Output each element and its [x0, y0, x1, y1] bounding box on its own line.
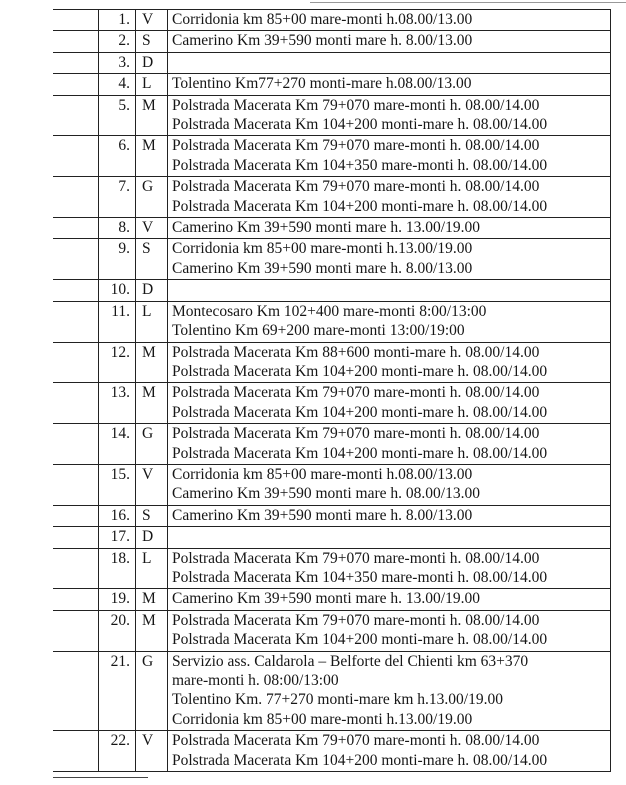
entry-line: Polstrada Macerata Km 104+200 monti-mare h. 08.00/14.00 — [172, 197, 548, 215]
weekday-letter: D — [136, 527, 168, 548]
table-row — [53, 136, 611, 177]
weekday-letter: M — [136, 342, 168, 383]
entry-line: Servizio ass. Caldarola – Belforte del Chienti km 63+370 — [172, 652, 529, 670]
table-row — [53, 74, 611, 95]
margin-cell — [53, 31, 99, 52]
entry-line: Montecosaro Km 102+400 mare-monti 8:00/13:00 — [172, 302, 487, 320]
entry-line: Polstrada Macerata Km 79+070 mare-monti h. 08.00/14.00 — [172, 178, 540, 196]
weekday-letter: V — [136, 10, 168, 31]
table-row — [53, 505, 611, 526]
table-row — [53, 589, 611, 610]
weekday-letter: D — [136, 280, 168, 301]
schedule-entry — [168, 280, 611, 301]
table-row — [53, 177, 611, 218]
schedule-entry — [168, 424, 611, 465]
schedule-entry — [168, 239, 611, 280]
entry-line: Polstrada Macerata Km 79+070 mare-monti h. 08.00/14.00 — [172, 549, 540, 567]
entry-line: Polstrada Macerata Km 79+070 mare-monti h. 08.00/14.00 — [172, 425, 540, 443]
day-number: 22. — [99, 731, 136, 772]
schedule-rows — [53, 10, 611, 772]
entry-line: Camerino Km 39+590 monti mare h. 8.00/13.00 — [172, 259, 473, 277]
day-number: 4. — [99, 74, 136, 95]
schedule-entry — [168, 301, 611, 342]
entry-line: Corridonia km 85+00 mare-monti h.13.00/19.00 — [172, 710, 473, 728]
weekday-letter: G — [136, 177, 168, 218]
entry-line: Corridonia km 85+00 mare-monti h.08.00/13.00 — [172, 465, 473, 483]
schedule-entry — [168, 31, 611, 52]
entry-line: Polstrada Macerata Km 104+200 monti-mare h. 08.00/14.00 — [172, 631, 548, 649]
margin-cell — [53, 342, 99, 383]
day-number: 2. — [99, 31, 136, 52]
schedule-entry — [168, 548, 611, 589]
weekday-letter: S — [136, 239, 168, 280]
table-row — [53, 280, 611, 301]
weekday-letter: G — [136, 424, 168, 465]
entry-line: Polstrada Macerata Km 79+070 mare-monti h. 08.00/14.00 — [172, 137, 540, 155]
margin-cell — [53, 239, 99, 280]
entry-line: Polstrada Macerata Km 79+070 mare-monti h. 08.00/14.00 — [172, 732, 540, 750]
table-row — [53, 731, 611, 772]
entry-line: Polstrada Macerata Km 104+350 mare-monti h. 08.00/14.00 — [172, 156, 548, 174]
table-row — [53, 95, 611, 136]
entry-line: mare-monti h. 08:00/13:00 — [172, 672, 339, 689]
schedule-entry — [168, 464, 611, 505]
schedule-entry — [168, 342, 611, 383]
margin-cell — [53, 651, 99, 731]
entry-line: Polstrada Macerata Km 104+350 mare-monti h. 08.00/14.00 — [172, 568, 548, 586]
entry-line: Corridonia km 85+00 mare-monti h.08.00/13.00 — [172, 11, 473, 28]
entry-line: Camerino Km 39+590 monti mare h. 8.00/13.00 — [172, 32, 473, 50]
margin-cell — [53, 280, 99, 301]
weekday-letter: D — [136, 52, 168, 73]
entry-line: Tolentino Km77+270 monti-mare h.08.00/13.00 — [172, 75, 472, 93]
weekday-letter: M — [136, 136, 168, 177]
table-row — [53, 10, 611, 31]
margin-cell — [53, 731, 99, 772]
weekday-letter: V — [136, 218, 168, 239]
entry-line: Polstrada Macerata Km 79+070 mare-monti h. 08.00/14.00 — [172, 611, 540, 629]
weekday-letter: G — [136, 651, 168, 731]
day-number: 14. — [99, 424, 136, 465]
schedule-entry — [168, 505, 611, 526]
margin-cell — [53, 383, 99, 424]
day-number: 3. — [99, 52, 136, 73]
margin-cell — [53, 464, 99, 505]
day-number: 17. — [99, 527, 136, 548]
margin-cell — [53, 177, 99, 218]
weekday-letter: S — [136, 31, 168, 52]
margin-cell — [53, 95, 99, 136]
day-number: 1. — [99, 10, 136, 31]
margin-cell — [53, 74, 99, 95]
entry-line: Polstrada Macerata Km 104+200 monti-mare h. 08.00/14.00 — [172, 116, 548, 134]
schedule-entry — [168, 589, 611, 610]
entry-line: Polstrada Macerata Km 104+200 monti-mare h. 08.00/14.00 — [172, 444, 548, 462]
weekday-letter: M — [136, 95, 168, 136]
schedule-entry — [168, 731, 611, 772]
schedule-entry — [168, 610, 611, 651]
weekday-letter: S — [136, 505, 168, 526]
margin-cell — [53, 424, 99, 465]
table-row — [53, 218, 611, 239]
day-number: 19. — [99, 589, 136, 610]
entry-line: Camerino Km 39+590 monti mare h. 13.00/19.00 — [172, 590, 480, 608]
entry-line: Camerino Km 39+590 monti mare h. 8.00/13.00 — [172, 506, 473, 524]
schedule-entry — [168, 383, 611, 424]
day-number: 13. — [99, 383, 136, 424]
weekday-letter: M — [136, 383, 168, 424]
entry-line: Polstrada Macerata Km 104+200 monti-mare h. 08.00/14.00 — [172, 751, 548, 769]
margin-cell — [53, 301, 99, 342]
day-number: 21. — [99, 651, 136, 731]
day-number: 6. — [99, 136, 136, 177]
table-row — [53, 464, 611, 505]
day-number: 16. — [99, 505, 136, 526]
table-row — [53, 610, 611, 651]
table-row — [53, 342, 611, 383]
day-number: 8. — [99, 218, 136, 239]
day-number: 10. — [99, 280, 136, 301]
weekday-letter: V — [136, 731, 168, 772]
entry-line: Polstrada Macerata Km 104+200 monti-mare h. 08.00/14.00 — [172, 362, 548, 380]
schedule-entry — [168, 218, 611, 239]
weekday-letter: V — [136, 464, 168, 505]
weekday-letter: L — [136, 548, 168, 589]
entry-line: Polstrada Macerata Km 79+070 mare-monti h. 08.00/14.00 — [172, 384, 540, 402]
table-row — [53, 301, 611, 342]
entry-line: Tolentino Km 69+200 mare-monti 13:00/19:00 — [172, 322, 465, 340]
margin-cell — [53, 527, 99, 548]
weekday-letter: M — [136, 589, 168, 610]
day-number: 5. — [99, 95, 136, 136]
entry-line: Polstrada Macerata Km 88+600 monti-mare h. 08.00/14.00 — [172, 343, 540, 361]
table-row — [53, 527, 611, 548]
day-number: 7. — [99, 177, 136, 218]
entry-line: Corridonia km 85+00 mare-monti h.13.00/19.00 — [172, 240, 473, 258]
margin-cell — [53, 548, 99, 589]
entry-line: Polstrada Macerata Km 79+070 mare-monti h. 08.00/14.00 — [172, 96, 540, 114]
margin-cell — [53, 505, 99, 526]
schedule-entry — [168, 10, 611, 31]
schedule-entry — [168, 651, 611, 731]
table-row — [53, 548, 611, 589]
day-number: 9. — [99, 239, 136, 280]
schedule-entry — [168, 527, 611, 548]
day-number: 15. — [99, 464, 136, 505]
table-row — [53, 383, 611, 424]
top-rule — [310, 2, 626, 3]
margin-cell — [53, 52, 99, 73]
margin-cell — [53, 218, 99, 239]
day-number: 11. — [99, 301, 136, 342]
schedule-entry — [168, 74, 611, 95]
bottom-rule — [53, 777, 148, 778]
schedule-entry — [168, 136, 611, 177]
table-row — [53, 239, 611, 280]
schedule-table — [53, 9, 611, 772]
entry-line: Polstrada Macerata Km 104+200 monti-mare h. 08.00/14.00 — [172, 403, 548, 421]
entry-line: Camerino Km 39+590 monti mare h. 08.00/13.00 — [172, 485, 480, 503]
weekday-letter: L — [136, 74, 168, 95]
margin-cell — [53, 10, 99, 31]
margin-cell — [53, 136, 99, 177]
entry-line: Camerino Km 39+590 monti mare h. 13.00/19.00 — [172, 219, 480, 237]
day-number: 18. — [99, 548, 136, 589]
schedule-entry — [168, 95, 611, 136]
weekday-letter: L — [136, 301, 168, 342]
entry-line: Tolentino Km. 77+270 monti-mare km h.13.00/19.00 — [172, 691, 503, 709]
table-row — [53, 424, 611, 465]
margin-cell — [53, 589, 99, 610]
weekday-letter: M — [136, 610, 168, 651]
day-number: 20. — [99, 610, 136, 651]
schedule-entry — [168, 52, 611, 73]
schedule-entry — [168, 177, 611, 218]
table-row — [53, 651, 611, 731]
table-row — [53, 52, 611, 73]
table-row — [53, 31, 611, 52]
day-number: 12. — [99, 342, 136, 383]
margin-cell — [53, 610, 99, 651]
